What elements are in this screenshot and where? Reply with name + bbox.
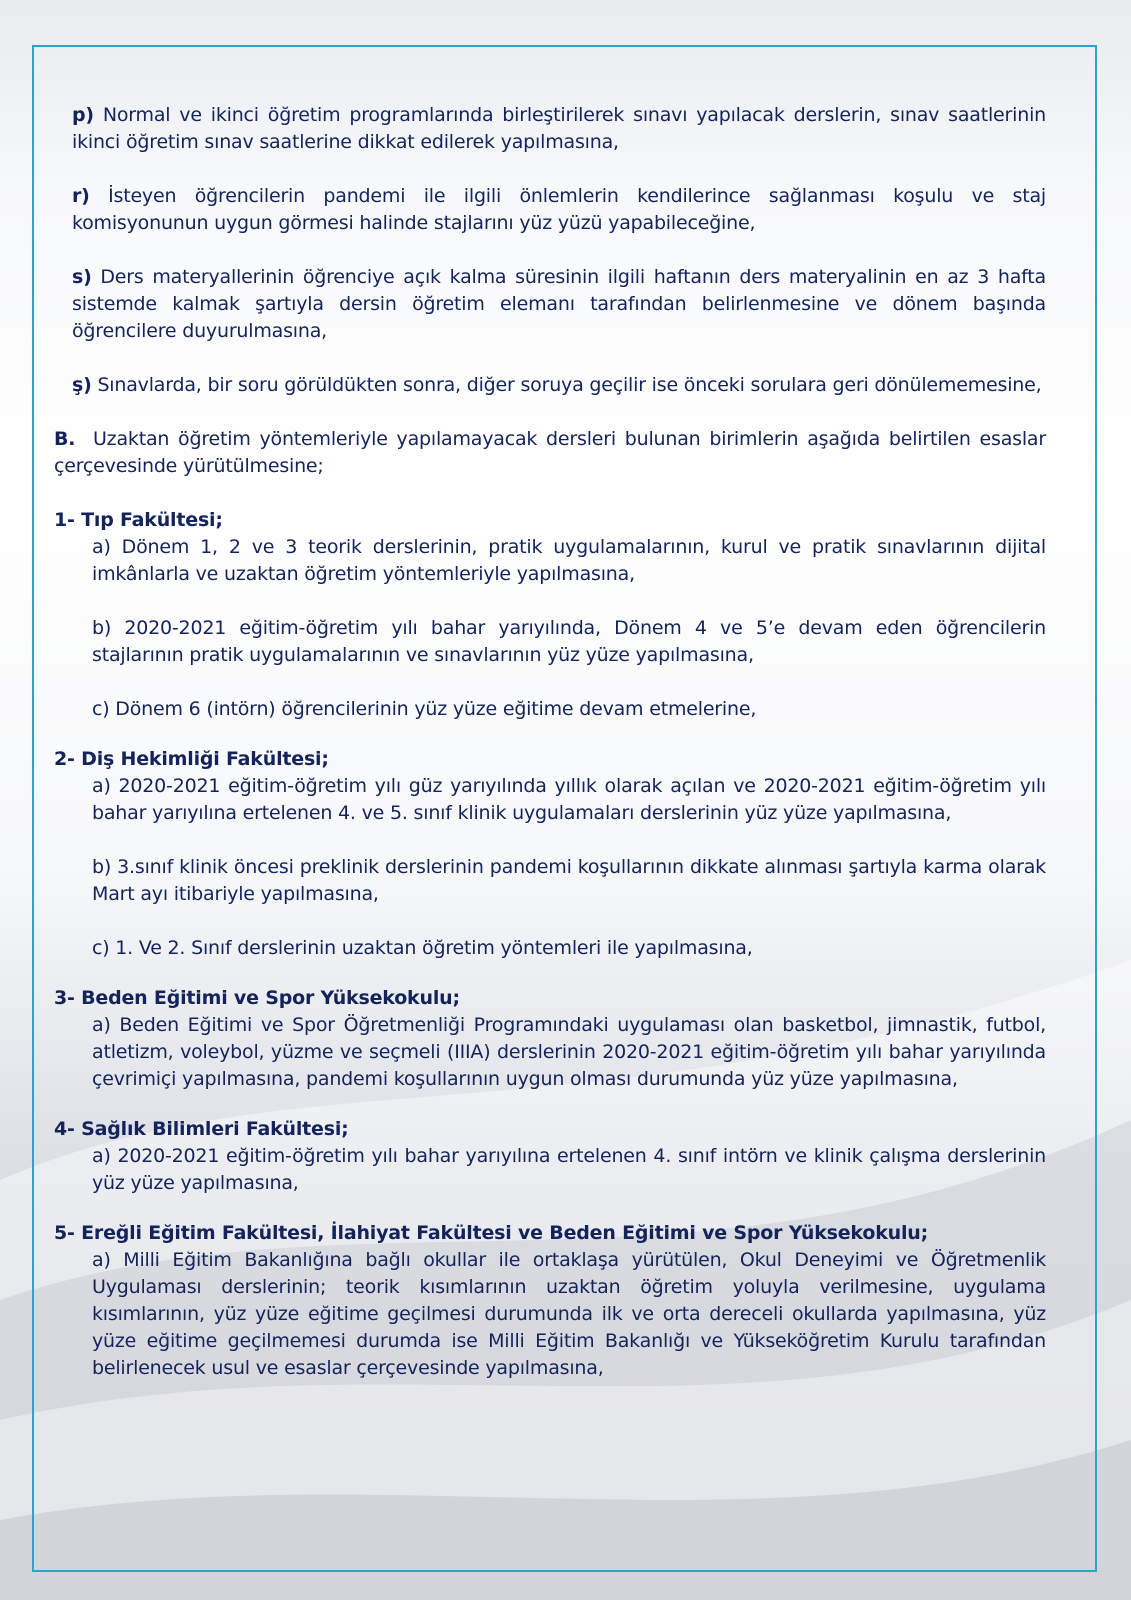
item-r-text: İsteyen öğrencilerin pandemi ile ilgili önlemlerin kendilerince sağlanması koşulu ve staj komisyonunun uygun görmesi halinde stajlarını yüz yüzü yapabileceğine, bbox=[72, 185, 1046, 234]
item-sh bbox=[72, 372, 1046, 399]
faculty-heading-3: 3- Beden Eğitimi ve Spor Yüksekokulu; bbox=[54, 987, 460, 1009]
faculty-2-item-b: b) 3.sınıf klinik öncesi preklinik derslerinin pandemi koşullarının dikkate alınması şartıyla karma olarak Mart ayı itibariyle yapılmasına, bbox=[92, 856, 1046, 905]
faculty-heading-5: 5- Ereğli Eğitim Fakültesi, İlahiyat Fakültesi ve Beden Eğitimi ve Spor Yüksekokulu; bbox=[54, 1222, 929, 1244]
item-p-text: Normal ve ikinci öğretim programlarında birleştirilerek sınavı yapılacak derslerin, sınav saatlerinin ikinci öğretim sınav saatlerine dikkat edilerek yapılmasına, bbox=[72, 104, 1047, 153]
section-b-text: Uzaktan öğretim yöntemleriyle yapılamayacak dersleri bulunan birimlerin aşağıda belirtilen esaslar çerçevesinde yürütülmesine; bbox=[54, 428, 1046, 477]
item-r bbox=[72, 183, 1046, 237]
faculty-1-item-a: a) Dönem 1, 2 ve 3 teorik derslerinin, pratik uygulamalarının, kurul ve pratik sınavlarının dijital imkânlarla ve uzaktan öğretim yöntemleriyle yapılmasına, bbox=[92, 536, 1046, 585]
faculty-heading-4: 4- Sağlık Bilimleri Fakültesi; bbox=[54, 1118, 349, 1140]
faculty-3-item-a: a) Beden Eğitimi ve Spor Öğretmenliği Programındaki uygulaması olan basketbol, jimnastik, futbol, atletizm, voleybol, yüzme ve seçmeli (IIIA) derslerinin 2020-2021 eğitim-öğretim yılı bahar yarıyılında çevrimiçi yapılmasına, pandemi koşullarının uygun olması durumunda yüz yüze yapılmasına, bbox=[92, 1014, 1046, 1090]
item-s-label: s) bbox=[72, 266, 92, 288]
item-p bbox=[72, 102, 1046, 156]
section-b bbox=[54, 426, 1046, 480]
item-sh-label: ş) bbox=[72, 374, 92, 396]
item-p-label: p) bbox=[72, 104, 94, 126]
item-r-label: r) bbox=[72, 185, 90, 207]
item-s bbox=[72, 264, 1046, 345]
faculty-4-item-a: a) 2020-2021 eğitim-öğretim yılı bahar yarıyılına ertelenen 4. sınıf intörn ve klinik çalışma derslerinin yüz yüze yapılmasına, bbox=[92, 1145, 1046, 1194]
section-b-label: B. bbox=[54, 428, 76, 450]
faculty-heading-1: 1- Tıp Fakültesi; bbox=[54, 509, 223, 531]
faculty-1-item-b: b) 2020-2021 eğitim-öğretim yılı bahar yarıyılında, Dönem 4 ve 5’e devam eden öğrencilerin stajlarının pratik uygulamalarının ve sınavlarının yüz yüze yapılmasına, bbox=[92, 617, 1046, 666]
item-sh-text: Sınavlarda, bir soru görüldükten sonra, diğer soruya geçilir ise önceki sorulara geri dönülememesine, bbox=[97, 374, 1042, 396]
faculty-2-item-a: a) 2020-2021 eğitim-öğretim yılı güz yarıyılında yıllık olarak açılan ve 2020-2021 eğitim-öğretim yılı bahar yarıyılına ertelenen 4. ve 5. sınıf klinik uygulamaları derslerinin yüz yüze yapılmasına, bbox=[92, 775, 1046, 824]
faculty-2-item-c: c) 1. Ve 2. Sınıf derslerinin uzaktan öğretim yöntemleri ile yapılmasına, bbox=[92, 937, 753, 959]
faculty-1-item-c: c) Dönem 6 (intörn) öğrencilerinin yüz yüze eğitime devam etmelerine, bbox=[92, 698, 757, 720]
item-s-text: Ders materyallerinin öğrenciye açık kalma süresinin ilgili haftanın ders materyalinin en az 3 hafta sistemde kalmak şartıyla dersin öğretim elemanı tarafından belirlenmesine ve dönem başında öğrencilere duyurulmasına, bbox=[72, 266, 1046, 342]
faculty-heading-2: 2- Diş Hekimliği Fakültesi; bbox=[54, 748, 329, 770]
document-body bbox=[54, 102, 1046, 1382]
faculty-5-item-a: a) Milli Eğitim Bakanlığına bağlı okullar ile ortaklaşa yürütülen, Okul Deneyimi ve Öğretmenlik Uygulaması derslerinin; teorik kısımlarının uzaktan öğretim yoluyla verilmesine, uygulama kısımlarının, yüz yüze eğitime geçilmesi durumunda ilk ve orta dereceli okullarda yapılmasına, yüz yüze eğitime geçilmemesi durumda ise Milli Eğitim Bakanlığı ve Yükseköğretim Kurulu tarafından belirlenecek usul ve esaslar çerçevesinde yapılmasına, bbox=[92, 1249, 1046, 1379]
